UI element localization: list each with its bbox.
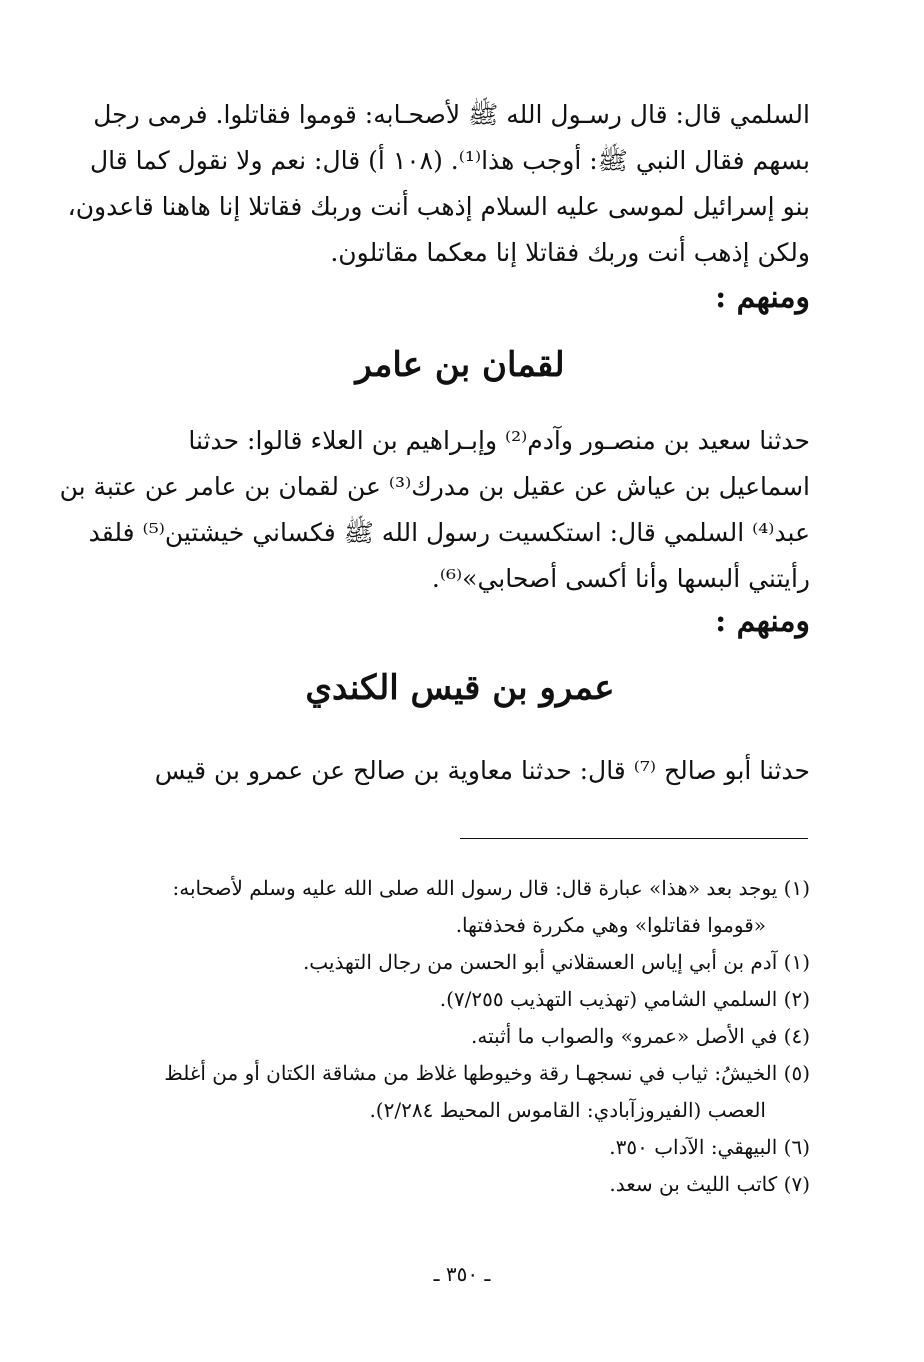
footnote: (١) آدم بن أبي إياس العسقلاني أبو الحسن من رجال التهذيب. bbox=[302, 950, 810, 974]
paragraph-2 bbox=[59, 418, 810, 602]
page-number: ـ ٣٥٠ ـ bbox=[433, 1262, 491, 1286]
biography-title: عمرو بن قيس الكندي bbox=[305, 668, 615, 708]
biography-title: لقمان بن عامر bbox=[355, 345, 565, 385]
footnote-continuation: «قوموا فقاتلوا» وهي مكررة فحذفتها. bbox=[455, 913, 766, 937]
section-heading: ومنهم : bbox=[715, 280, 810, 315]
text-line: رأيتني ألبسها وأنا أكسى أصحابي»⁽⁶⁾. bbox=[431, 564, 810, 593]
text-line: اسماعيل بن عياش عن عقيل بن مدرك⁽³⁾ عن لقمان بن عامر عن عتبة بن bbox=[59, 472, 810, 501]
footnote-continuation: العصب (الفيروزآبادي: القاموس المحيط ٢/٢٨٤). bbox=[369, 1098, 766, 1122]
text-line: حدثنا أبو صالح ⁽⁷⁾ قال: حدثنا معاوية بن صالح عن عمرو بن قيس bbox=[154, 756, 810, 785]
footnote: (١) يوجد بعد «هذا» عبارة قال: قال رسول الله صلى الله عليه وسلم لأصحابه: bbox=[172, 876, 810, 900]
footnote: (٢) السلمي الشامي (تهذيب التهذيب ٧/٢٥٥). bbox=[439, 987, 810, 1011]
paragraph-3 bbox=[110, 748, 810, 794]
footnote: (٦) البيهقي: الآداب ٣٥٠. bbox=[609, 1135, 810, 1159]
section-heading: ومنهم : bbox=[715, 604, 810, 639]
text-line: عبد⁽⁴⁾ السلمي قال: استكسيت رسول الله ﷺ فكساني خيشتين⁽⁵⁾ فلقد bbox=[88, 518, 810, 547]
footnote-separator bbox=[460, 838, 808, 839]
footnote: (٥) الخيشُ: ثياب في نسجهـا رقة وخيوطها غلاظ من مشاقة الكتان أو من أغلظ bbox=[164, 1061, 810, 1085]
footnote: (٤) في الأصل «عمرو» والصواب ما أثبته. bbox=[471, 1024, 810, 1048]
footnotes bbox=[110, 870, 810, 1203]
text-line: حدثنا سعيد بن منصـور وآدم⁽²⁾ وإبـراهيم بن العلاء قالوا: حدثنا bbox=[188, 426, 810, 455]
footnote: (٧) كاتب الليث بن سعد. bbox=[609, 1172, 810, 1196]
text-line: بسهم فقال النبي ﷺ: أوجب هذا⁽¹⁾. (١٠٨ أ) قال: نعم ولا نقول كما قال bbox=[89, 146, 810, 175]
text-line: ولكن إذهب أنت وربك فقاتلا إنا معكما مقاتلون. bbox=[330, 238, 810, 267]
paragraph-1 bbox=[67, 92, 810, 276]
text-line: السلمي قال: قال رسـول الله ﷺ لأصحـابه: قوموا فقاتلوا. فرمى رجل bbox=[93, 100, 810, 129]
text-line: بنو إسرائيل لموسى عليه السلام إذهب أنت وربك فقاتلا إنا هاهنا قاعدون، bbox=[67, 192, 810, 221]
